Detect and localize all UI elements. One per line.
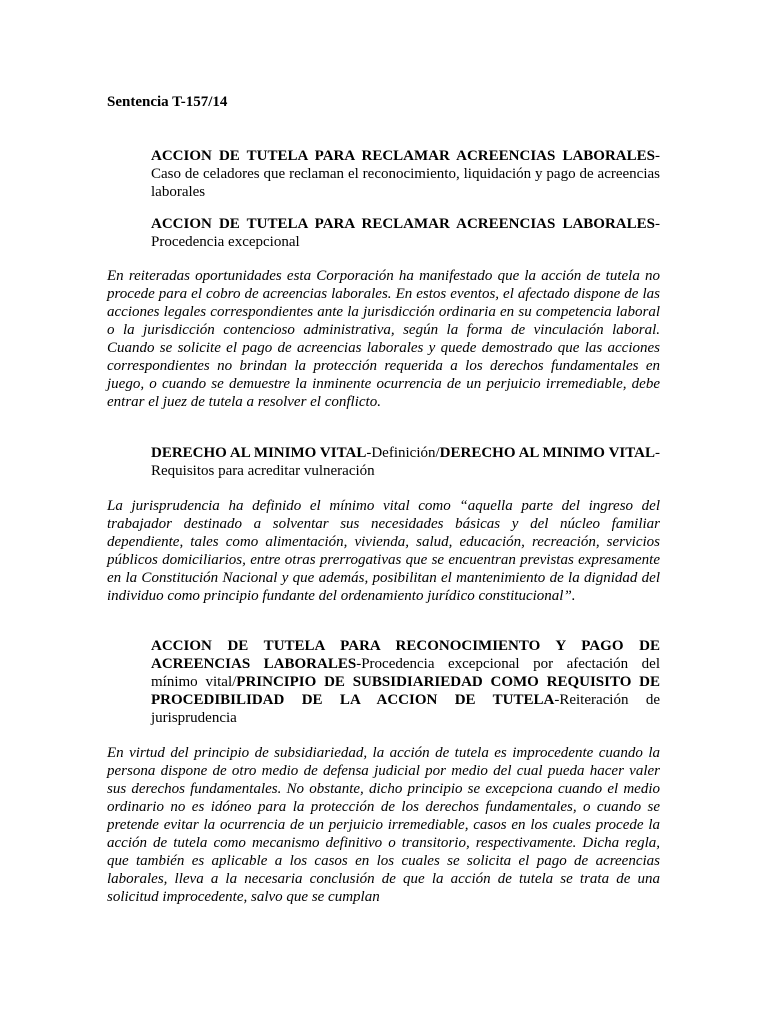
section-heading-2 (151, 215, 660, 251)
section-heading-3 (151, 444, 660, 480)
heading-bold-text: PRINCIPIO DE SUBSIDIARIEDAD COMO REQUISITO DE PROCEDIBILIDAD DE LA ACCION DE TUTELA (151, 674, 661, 708)
section-heading-4 (151, 637, 660, 727)
heading-bold-text: DERECHO AL MINIMO VITAL (439, 445, 655, 461)
section-paragraph-4: En virtud del principio de subsidiariedad, la acción de tutela es improcedente cuando la persona dispone de otro medio de defensa judicial por medio del cual pueda hacer valer sus derechos fundamentales. No obstante, dicho principio se excepciona cuando el medio ordinario no es idóneo para la protección de los derechos fundamentales, o cuando se pretende evitar la ocurrencia de un perjuicio irremediable, casos en los cuales procede la acción de tutela como mecanismo definitivo o transitorio, respectivamente. Dicha regla, que también es aplicable a los casos en los cuales se solicita el pago de acreencias laborales, lleva a la necesaria conclusión de que la acción de tutela se trata de una solicitud improcedente, salvo que se cumplan (107, 745, 660, 905)
heading-bold-text: ACCION DE TUTELA PARA RECLAMAR ACREENCIAS LABORALES (151, 216, 655, 232)
heading-bold-text: DERECHO AL MINIMO VITAL (151, 445, 367, 461)
heading-bold-text: ACCION DE TUTELA PARA RECLAMAR ACREENCIAS LABORALES (151, 148, 655, 164)
heading-description: -Procedencia excepcional por afectación del mínimo vital/ (151, 656, 660, 690)
document-title: Sentencia T-157/14 (107, 94, 228, 110)
heading-description: -Requisitos para acreditar vulneración (151, 445, 660, 479)
section-heading-1 (151, 147, 660, 201)
heading-bold-text: ACCION DE TUTELA PARA RECONOCIMIENTO Y PAGO DE ACREENCIAS LABORALES (151, 638, 660, 672)
heading-description: -Caso de celadores que reclaman el reconocimiento, liquidación y pago de acreencias laborales (151, 148, 660, 200)
heading-description: -Definición/ (366, 445, 440, 461)
section-paragraph-3: La jurisprudencia ha definido el mínimo vital como “aquella parte del ingreso del trabajador destinado a solventar sus necesidades básicas y del núcleo familiar dependiente, tales como alimentación, vivienda, salud, educación, recreación, servicios públicos domiciliarios, entre otras prerrogativas que se encuentran previstas expresamente en la Constitución Nacional y que además, posibilitan el mantenimiento de la dignidad del individuo como principio fundante del ordenamiento jurídico constitucional”. (107, 498, 660, 604)
heading-description: -Reiteración de jurisprudencia (151, 692, 660, 726)
section-paragraph-2: En reiteradas oportunidades esta Corporación ha manifestado que la acción de tutela no procede para el cobro de acreencias laborales. En estos eventos, el afectado dispone de las acciones legales correspondientes ante la jurisdicción ordinaria en su competencia laboral o la jurisdicción contencioso administrativa, según la forma de vinculación laboral. Cuando se solicite el pago de acreencias laborales y quede demostrado que las acciones correspondientes no brindan la protección requerida a los derechos fundamentales en juego, o cuando se demuestre la inminente ocurrencia de un perjuicio irremediable, debe entrar el juez de tutela a resolver el conflicto. (107, 268, 660, 410)
heading-description: -Procedencia excepcional (151, 216, 660, 250)
